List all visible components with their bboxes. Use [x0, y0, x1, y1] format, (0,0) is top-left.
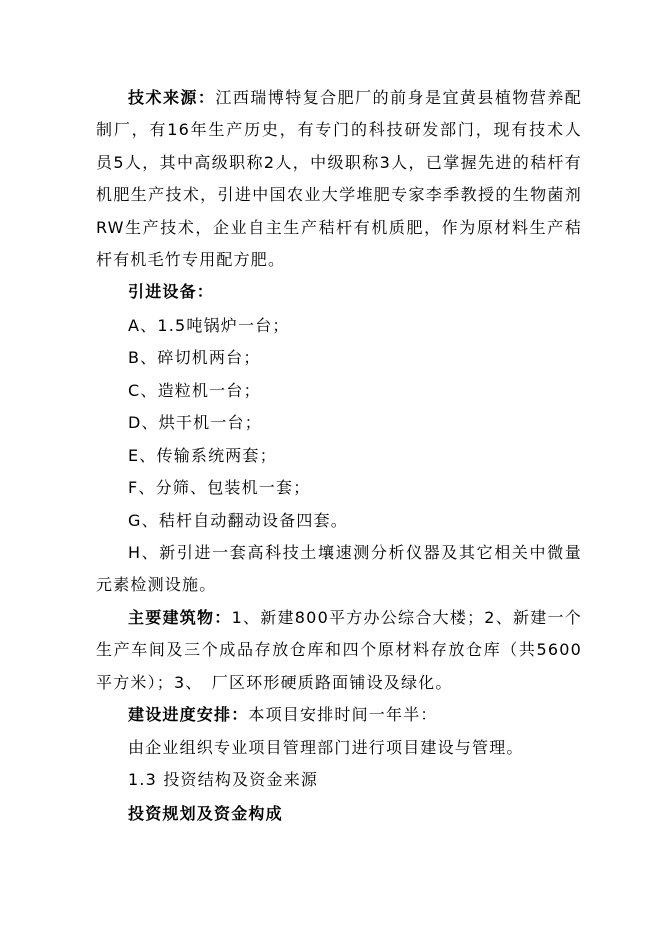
tech-source-paragraph — [96, 82, 582, 276]
buildings-label: 主要建筑物： — [128, 608, 232, 627]
schedule-label: 建设进度安排： — [128, 705, 249, 724]
tech-source-text: 江西瑞博特复合肥厂的前身是宜黄县植物营养配制厂，有16年生产历史，有专门的科技研发部门，现有技术人员5人，其中高级职称2人，中级职称3人，已掌握先进的秸杆有机肥生产技术，引进中国农业大学堆肥专家李季教授的生物菌剂RW生产技术，企业自主生产秸杆有机质肥，作为原材料生产秸杆有机毛竹专用配方肥。 — [96, 88, 582, 270]
equipment-heading: 引进设备： — [128, 282, 215, 301]
equipment-item-f: F、分筛、包装机一套； — [128, 478, 311, 497]
buildings-text: 1、新建800平方办公综合大楼；2、新建一个生产车间及三个成品存放仓库和四个原材料存放仓库（共5600平方米）；3、 厂区环形硬质路面铺设及绿化。 — [96, 608, 582, 692]
investment-heading: 投资规划及资金构成 — [128, 804, 283, 823]
schedule-text: 本项目安排时间一年半： — [248, 705, 438, 724]
equipment-item-b: B、碎切机两台； — [128, 348, 261, 367]
section-title: 1.3 投资结构及资金来源 — [128, 770, 319, 789]
equipment-item-d: D、烘干机一台； — [128, 413, 262, 432]
equipment-item-a: A、1.5吨锅炉一台； — [128, 316, 290, 335]
buildings-paragraph — [96, 602, 582, 699]
management-paragraph: 由企业组织专业项目管理部门进行项目建设与管理。 — [128, 738, 524, 757]
tech-source-label: 技术来源： — [128, 88, 216, 107]
schedule-paragraph — [96, 699, 582, 731]
equipment-item-g: G、秸杆自动翻动设备四套。 — [128, 511, 348, 530]
equipment-item-h: H、新引进一套高科技土壤速测分析仪器及其它相关中微量元素检测设施。 — [96, 543, 582, 595]
equipment-item-e: E、传输系统两套； — [128, 446, 277, 465]
equipment-item-c: C、造粒机一台； — [128, 381, 261, 400]
